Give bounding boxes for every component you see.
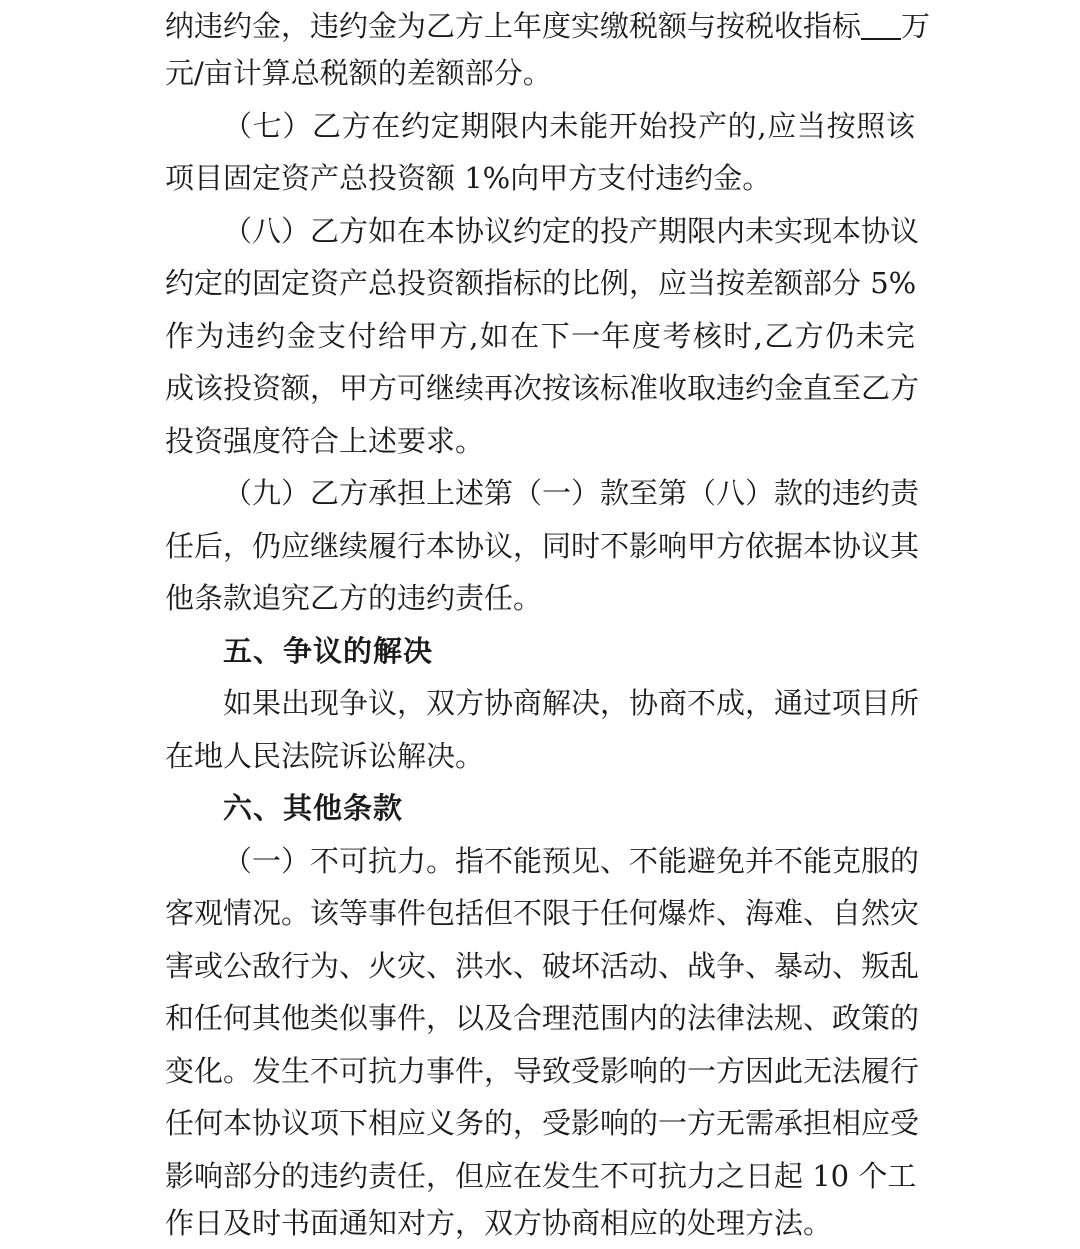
text-line: 他条款追究乙方的违约责任。: [165, 581, 543, 615]
text-line: 项目固定资产总投资额 1%向甲方支付违约金。: [165, 161, 772, 195]
text-line: 元/亩计算总税额的差额部分。: [165, 56, 552, 90]
paragraph-first-line: （七）乙方在约定期限内未能开始投产的,应当按照该: [223, 109, 915, 143]
text-line: 和任何其他类似事件，以及合理范围内的法律法规、政策的: [165, 1001, 920, 1035]
text-segment: 纳违约金，违约金为乙方上年度实缴税额与按税收指标: [165, 9, 862, 43]
section-heading: 六、其他条款: [223, 791, 404, 825]
text-line: 害或公敌行为、火灾、洪水、破坏活动、战争、暴动、叛乱: [165, 949, 920, 983]
section-heading: 五、争议的解决: [223, 634, 434, 668]
text-line: 作为违约金支付给甲方,如在下一年度考核时,乙方仍未完: [165, 319, 915, 353]
fill-in-blank: [861, 8, 901, 40]
text-line: 任后，仍应继续履行本协议，同时不影响甲方依据本协议其: [165, 529, 920, 563]
text-line: 影响部分的违约责任，但应在发生不可抗力之日起 10 个工: [165, 1159, 917, 1193]
text-line: 任何本协议项下相应义务的，受影响的一方无需承担相应受: [165, 1106, 920, 1140]
text-line: 约定的固定资产总投资额指标的比例，应当按差额部分 5%: [165, 266, 917, 300]
text-line: 作日及时书面通知对方，双方协商相应的处理方法。: [165, 1206, 833, 1240]
text-line: 客观情况。该等事件包括但不限于任何爆炸、海难、自然灾: [165, 896, 920, 930]
paragraph-first-line: 如果出现争议，双方协商解决，协商不成，通过项目所: [223, 686, 920, 720]
text-line: 投资强度符合上述要求。: [165, 424, 485, 458]
text-segment: 万: [901, 9, 931, 43]
paragraph-first-line: （九）乙方承担上述第（一）款至第（八）款的违约责: [223, 476, 920, 510]
paragraph-first-line: （八）乙方如在本协议约定的投产期限内未实现本协议: [223, 214, 920, 248]
paragraph-first-line: （一）不可抗力。指不能预见、不能避免并不能克服的: [223, 844, 920, 878]
text-line: 变化。发生不可抗力事件，导致受影响的一方因此无法履行: [165, 1054, 920, 1088]
text-line: 成该投资额，甲方可继续再次按该标准收取违约金直至乙方: [165, 371, 920, 405]
text-line: 在地人民法院诉讼解决。: [165, 739, 485, 773]
text-line: [165, 0, 931, 52]
